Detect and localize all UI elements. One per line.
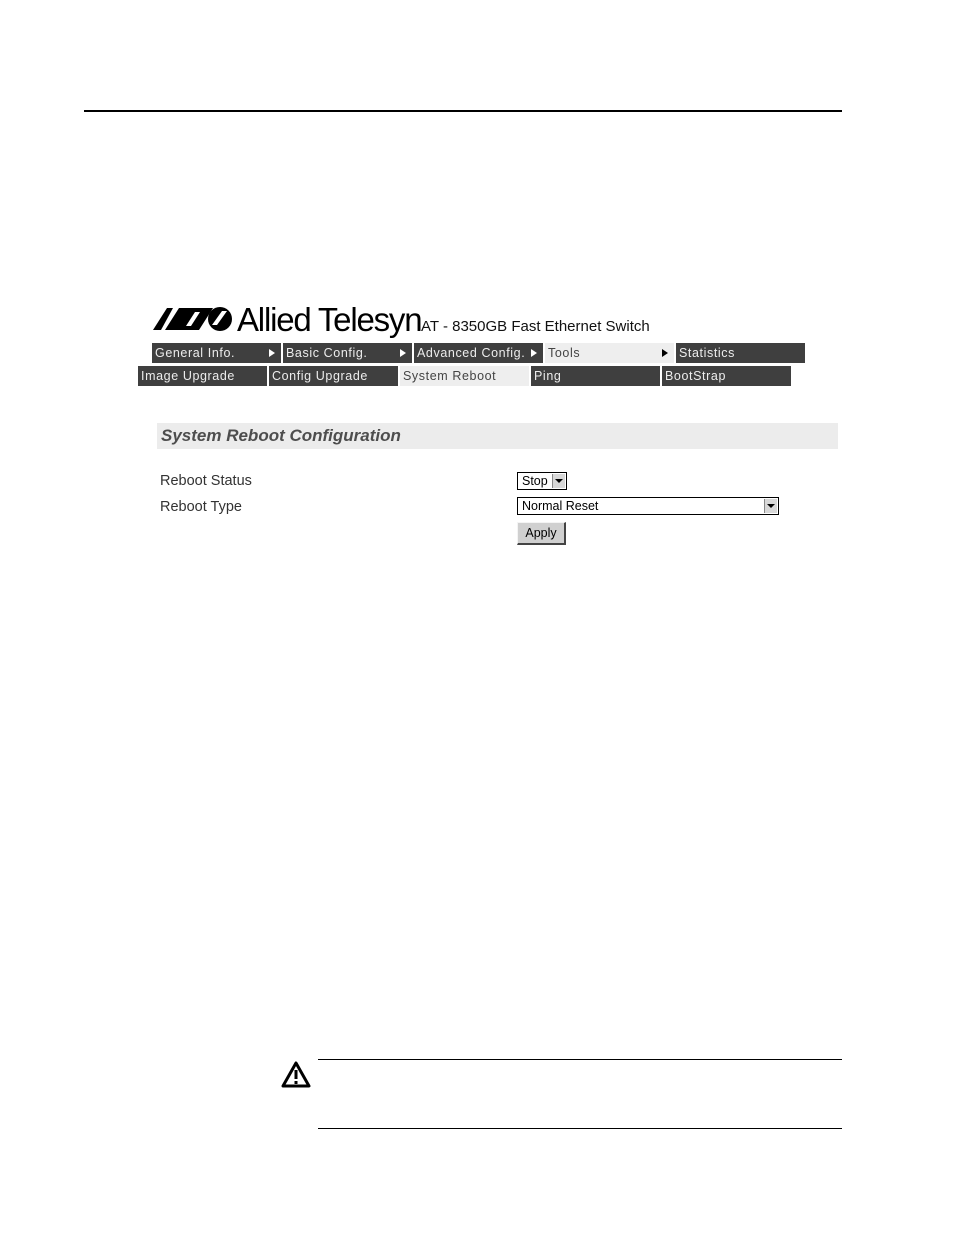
warning-triangle-icon <box>281 1061 311 1088</box>
page-top-rule <box>84 110 842 112</box>
apply-button[interactable]: Apply <box>517 522 566 545</box>
subnav-config-upgrade-label: Config Upgrade <box>272 369 368 383</box>
nav-advanced-config[interactable] <box>414 343 543 363</box>
primary-nav <box>152 343 807 363</box>
secondary-nav <box>138 366 793 386</box>
reboot-type-value: Normal Reset <box>522 499 599 513</box>
subnav-ping[interactable] <box>531 366 660 386</box>
reboot-status-label: Reboot Status <box>160 473 252 489</box>
caution-top-rule <box>318 1059 842 1060</box>
triangle-right-icon <box>269 349 275 357</box>
triangle-right-icon <box>662 349 668 357</box>
subnav-image-upgrade[interactable] <box>138 366 267 386</box>
subnav-bootstrap-label: BootStrap <box>665 369 726 383</box>
subnav-system-reboot-label: System Reboot <box>403 369 497 383</box>
nav-tools[interactable] <box>545 343 674 363</box>
product-name: AT - 8350GB Fast Ethernet Switch <box>421 318 650 335</box>
nav-advanced-config-label: Advanced Config. <box>417 346 526 360</box>
section-title: System Reboot Configuration <box>161 426 401 445</box>
nav-tools-label: Tools <box>548 346 581 360</box>
header-branding <box>153 300 673 340</box>
allied-telesyn-logo-mark <box>153 306 235 332</box>
triangle-right-icon <box>400 349 406 357</box>
subnav-ping-label: Ping <box>534 369 562 383</box>
subnav-image-upgrade-label: Image Upgrade <box>141 369 235 383</box>
reboot-status-value: Stop <box>522 474 548 488</box>
reboot-type-select[interactable] <box>517 497 779 515</box>
subnav-system-reboot[interactable] <box>400 366 529 386</box>
company-name: Allied Telesyn <box>237 301 422 338</box>
chevron-down-icon[interactable] <box>552 474 565 488</box>
triangle-right-icon <box>531 349 537 357</box>
nav-general-info-label: General Info. <box>155 346 236 360</box>
nav-basic-config-label: Basic Config. <box>286 346 368 360</box>
nav-basic-config[interactable] <box>283 343 412 363</box>
subnav-bootstrap[interactable] <box>662 366 791 386</box>
nav-statistics-label: Statistics <box>679 346 736 360</box>
nav-general-info[interactable] <box>152 343 281 363</box>
reboot-status-select[interactable] <box>517 472 567 490</box>
chevron-down-icon[interactable] <box>764 499 777 513</box>
nav-statistics[interactable] <box>676 343 805 363</box>
caution-bottom-rule <box>318 1128 842 1129</box>
section-header <box>157 423 838 449</box>
subnav-config-upgrade[interactable] <box>269 366 398 386</box>
reboot-type-label: Reboot Type <box>160 499 242 515</box>
